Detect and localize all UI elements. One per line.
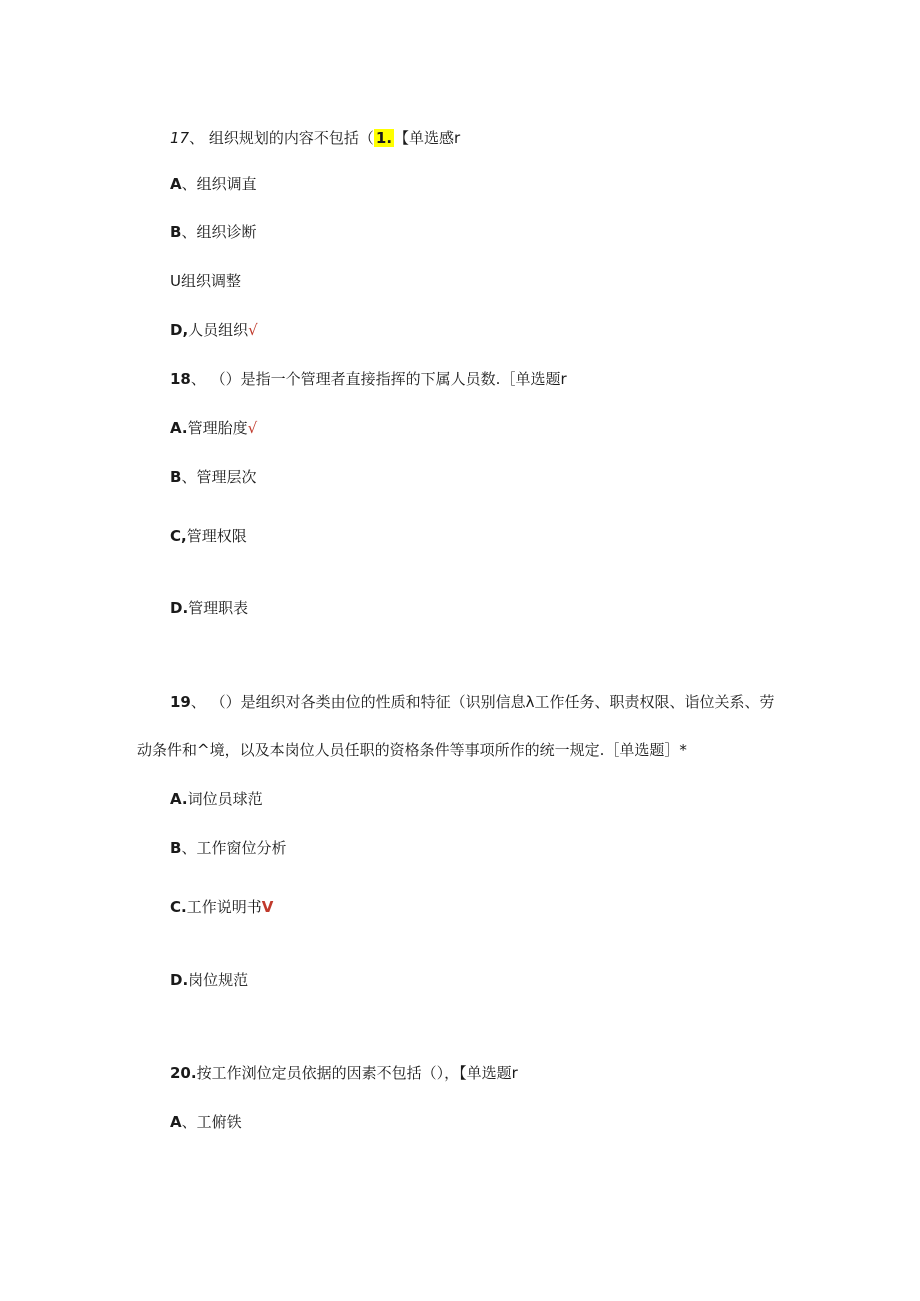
question-19-title-line2	[137, 740, 687, 760]
highlighted-answer: 1.	[375, 129, 393, 147]
question-number: 19	[170, 693, 191, 711]
option-19-a[interactable]: A.词位员球范	[170, 790, 263, 808]
option-17-d[interactable]: D,人员组织√	[170, 321, 258, 339]
correct-check-icon: V	[261, 898, 274, 916]
question-18-title: 18、 （）是指一个管理者直接指挥的下属人员数.［单选题r	[170, 370, 567, 388]
option-17-a[interactable]: A、组织调直	[170, 175, 257, 193]
option-17-b[interactable]: B、组织诊断	[170, 223, 257, 241]
question-text: （）是组织对各类由位的性质和特征（识别信息λ工作任务、职责权限、诣位关系、劳	[210, 693, 775, 711]
option-17-c[interactable]: U组织调整	[170, 272, 241, 290]
question-text: 组织规划的内容不包括（	[208, 129, 374, 147]
option-18-b[interactable]: B、管理层次	[170, 468, 257, 486]
question-text-cont: 动条件和^境，以及本岗位人员任职的资格条件等事项所作的统一规定.［单选题］*	[137, 741, 687, 759]
correct-check-icon: √	[247, 419, 258, 437]
option-20-a[interactable]: A、工俯铁	[170, 1113, 242, 1131]
question-number: 18	[170, 370, 191, 388]
question-text: 按工作浏位定员依据的因素不包括（），【单选题r	[196, 1064, 518, 1082]
question-17-title: 17、 组织规划的内容不包括（ 1. 【单选感r	[170, 129, 461, 147]
question-20-title	[170, 1063, 518, 1083]
question-number: 20.	[170, 1064, 197, 1082]
question-type: 【单选感r	[394, 129, 461, 147]
question-number: 17	[170, 129, 190, 147]
correct-check-icon: √	[248, 321, 258, 339]
question-19-title-line1: 19、 （）是组织对各类由位的性质和特征（识别信息λ工作任务、职责权限、诣位关系、劳	[170, 693, 775, 711]
question-text: （）是指一个管理者直接指挥的下属人员数.［单选题r	[210, 370, 567, 388]
option-18-d[interactable]: D.管理职表	[170, 599, 249, 617]
option-18-c[interactable]: C,管理权限	[170, 527, 247, 545]
option-18-a[interactable]: A.管理胎度√	[170, 419, 258, 437]
option-19-d[interactable]: D.岗位规范	[170, 971, 249, 989]
option-19-c[interactable]: C.工作说明书V	[170, 898, 274, 916]
option-19-b[interactable]: B、工作窗位分析	[170, 839, 287, 857]
